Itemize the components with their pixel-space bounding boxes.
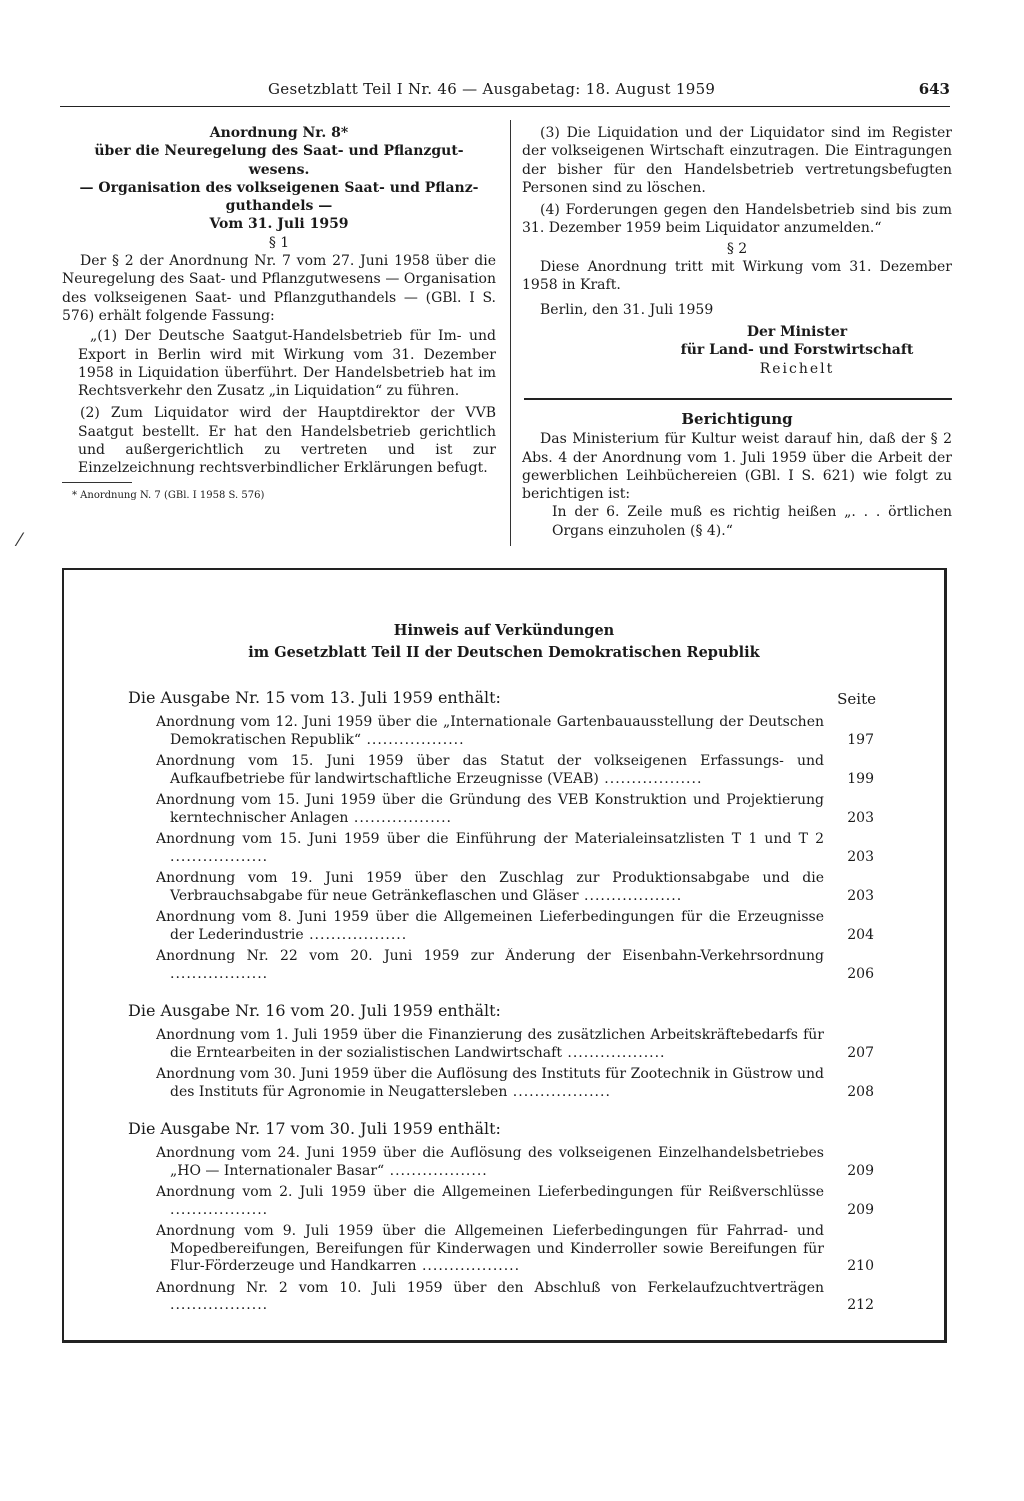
page-number: 643	[918, 80, 950, 98]
header-title: Gesetzblatt Teil I Nr. 46 — Ausgabetag: 18. August 1959	[268, 80, 716, 98]
right-column	[522, 124, 952, 378]
entry-page-number: 209	[847, 1162, 874, 1179]
entry-page-number: 203	[847, 848, 874, 865]
leader-dots: ..................	[170, 848, 269, 865]
entry-text: Anordnung vom 9. Juli 1959 über die Allgemeinen Lieferbedingungen für Fahrrad- und Mopedbereifungen, Bereifungen für Kinderwagen und Kinderroller sowie Bereifungen für Flur-Förderzeuge und Handkarren	[156, 1223, 824, 1274]
quoted-paragraph-2: (2) Zum Liquidator wird der Hauptdirektor der VVB Saatgut bestellt. Er hat den Handelsbetrieb gerichtlich und außergerichtlich zu vertreten und ist zur Einzelzeichnung rechtsverbindlicher Erklärungen befugt.	[78, 405, 496, 477]
signatory-name: Reichelt	[759, 360, 835, 377]
issue-heading-row	[128, 1119, 876, 1139]
leader-dots: ..................	[598, 770, 703, 787]
leader-dots: ..................	[170, 1201, 269, 1218]
issue-heading: Die Ausgabe Nr. 17 vom 30. Juli 1959 enthält:	[128, 1119, 501, 1138]
notice-title: Hinweis auf Verkündungen	[393, 622, 615, 639]
entry-page-number: 199	[847, 770, 874, 787]
issue-entry	[156, 1027, 874, 1062]
entry-page-number: 204	[847, 926, 874, 943]
quoted-paragraph-1: „(1) Der Deutsche Saatgut-Handelsbetrieb für Im- und Export in Berlin wird mit Wirkung vom 31. Dezember 1958 in Liquidation überführt. Der Handelsbetrieb hat im Rechtsverkehr den Zusatz „in Liquidation“ zu führen.	[78, 328, 496, 400]
entry-page-number: 207	[847, 1044, 874, 1061]
issue-entry	[156, 948, 874, 983]
entry-page-number: 206	[847, 965, 874, 982]
issue-entry	[156, 909, 874, 944]
issue-heading: Die Ausgabe Nr. 16 vom 20. Juli 1959 enthält:	[128, 1001, 501, 1020]
margin-mark: ⁄	[18, 530, 22, 551]
footnote: * Anordnung N. 7 (GBl. I 1958 S. 576)	[72, 489, 265, 501]
issue-entry	[156, 1280, 874, 1315]
entry-text: Anordnung vom 19. Juni 1959 über den Zuschlag zur Produktionsabgabe und die Verbrauchsabgabe für neue Getränkeflaschen und Gläser	[156, 870, 824, 904]
issue-entry	[156, 792, 874, 827]
issue-list	[64, 688, 944, 1315]
leader-dots: ..................	[507, 1083, 611, 1100]
ordinance-subtitle-1: über die Neuregelung des Saat- und Pflanzgut-	[94, 143, 464, 160]
entry-text: Anordnung vom 12. Juni 1959 über die „Internationale Gartenbauausstellung der Deutschen Demokratischen Republik“	[156, 714, 824, 748]
notice-subtitle: im Gesetzblatt Teil II der Deutschen Demokratischen Republik	[248, 644, 760, 661]
page-header	[60, 80, 950, 107]
ordinance-subtitle-4: guthandels —	[225, 198, 333, 215]
section-1-paragraph: Der § 2 der Anordnung Nr. 7 vom 27. Juni 1958 über die Neuregelung des Saat- und Pflanzgutwesens — Organisation des volkseigenen Saat- und Pflanzguthandels — (GBl. I S. 576) erhält folgende Fassung:	[62, 253, 496, 324]
ordinance-subtitle-2: wesens.	[248, 161, 310, 178]
entry-page-number: 212	[847, 1297, 874, 1313]
issue-entry	[156, 831, 874, 866]
section-2-heading: § 2	[726, 240, 748, 257]
entry-page-number: 203	[847, 887, 874, 904]
section-1-heading: § 1	[268, 234, 290, 251]
entry-text: Anordnung vom 15. Juni 1959 über die Einführung der Materialeinsatzlisten T 1 und T 2	[156, 831, 824, 847]
signatory-title: Der Minister	[746, 323, 848, 340]
entry-text: Anordnung vom 30. Juni 1959 über die Auflösung des Instituts für Zootechnik in Güstrow und des Instituts für Agronomie in Neugattersleben	[156, 1066, 824, 1100]
leader-dots: ..................	[348, 809, 452, 826]
entry-text: Anordnung vom 24. Juni 1959 über die Auflösung des volkseigenen Einzelhandelsbetriebes „HO — Internationaler Basar“	[156, 1145, 824, 1179]
issue-entry	[156, 714, 874, 749]
entry-page-number: 208	[847, 1083, 874, 1100]
ordinance-date: Vom 31. Juli 1959	[209, 216, 349, 233]
entry-text: Anordnung vom 8. Juni 1959 über die Allgemeinen Lieferbedingungen für die Erzeugnisse der Lederindustrie	[156, 909, 824, 943]
leader-dots: ..................	[361, 731, 465, 748]
issue-heading-row	[128, 688, 876, 708]
entry-page-number: 209	[847, 1201, 874, 1218]
page-column-label: Seite	[837, 690, 876, 708]
right-paragraph-4: (4) Forderungen gegen den Handelsbetrieb sind bis zum 31. Dezember 1959 beim Liquidator anzumelden.“	[522, 202, 952, 237]
issue-block	[64, 688, 944, 983]
correction-paragraph: Das Ministerium für Kultur weist darauf hin, daß der § 2 Abs. 4 der Anordnung vom 1. Juli 1959 über die Arbeit der gewerblichen Leihbüchereien (GBl. I S. 621) wie folgt zu berichtigen ist:	[522, 431, 952, 503]
leader-dots: ..................	[170, 1297, 269, 1313]
footnote-divider	[62, 482, 132, 483]
issue-heading: Die Ausgabe Nr. 15 vom 13. Juli 1959 enthält:	[128, 688, 501, 707]
entry-page-number: 210	[847, 1258, 874, 1274]
column-divider	[510, 120, 511, 546]
entry-page-number: 203	[847, 809, 874, 826]
entry-text: Anordnung vom 1. Juli 1959 über die Finanzierung des zusätzlichen Arbeitskräftebedarfs für die Erntearbeiten in der sozialistischen Landwirtschaft	[156, 1027, 824, 1061]
left-column	[62, 124, 496, 505]
entry-page-number: 197	[847, 731, 874, 748]
issue-entry	[156, 870, 874, 905]
issue-entry	[156, 1066, 874, 1101]
correction-heading: Berichtigung	[681, 410, 793, 428]
leader-dots: ..................	[170, 965, 269, 982]
signatory-ministry: für Land- und Forstwirtschaft	[680, 342, 914, 359]
issue-entry	[156, 753, 874, 788]
entry-text: Anordnung Nr. 22 vom 20. Juni 1959 zur Änderung der Eisenbahn-Verkehrsordnung	[156, 948, 824, 964]
leader-dots: ..................	[303, 926, 408, 943]
ordinance-title: Anordnung Nr. 8*	[209, 125, 349, 141]
leader-dots: ..................	[384, 1162, 488, 1179]
entry-text: Anordnung vom 2. Juli 1959 über die Allgemeinen Lieferbedingungen für Reißverschlüsse	[156, 1184, 824, 1200]
leader-dots: ..................	[561, 1044, 666, 1061]
entry-text: Anordnung vom 15. Juni 1959 über das Statut der volkseigenen Erfassungs- und Aufkaufbetriebe für landwirtschaftliche Erzeugnisse (VEAB)	[156, 753, 824, 787]
notice-box	[62, 568, 947, 1343]
entry-text: Anordnung vom 15. Juni 1959 über die Gründung des VEB Konstruktion und Projektierung kerntechnischer Anlagen	[156, 792, 824, 826]
ordinance-subtitle-3: — Organisation des volkseigenen Saat- und Pflanz-	[79, 179, 479, 196]
section-2-paragraph: Diese Anordnung tritt mit Wirkung vom 31. Dezember 1958 in Kraft.	[522, 259, 952, 294]
correction-quote: In der 6. Zeile muß es richtig heißen „. . . örtlichen Organs einzuholen (§ 4).“	[552, 504, 952, 539]
right-paragraph-3: (3) Die Liquidation und der Liquidator sind im Register der volkseigenen Wirtschaft einzutragen. Die Eintragungen der bisher für den Handelsbetrieb vertretungsbefugten Personen sind zu löschen.	[522, 125, 952, 196]
issue-heading-row	[128, 1001, 876, 1021]
entry-text: Anordnung Nr. 2 vom 10. Juli 1959 über den Abschluß von Ferkelaufzuchtverträgen	[156, 1279, 824, 1296]
issue-entry	[156, 1223, 874, 1276]
issue-block	[64, 1001, 944, 1101]
issue-entry	[156, 1184, 874, 1219]
issue-block	[64, 1119, 944, 1315]
correction-section	[522, 410, 952, 540]
section-divider	[524, 398, 952, 400]
leader-dots: ..................	[578, 887, 683, 904]
issue-entry	[156, 1145, 874, 1180]
place-and-date: Berlin, den 31. Juli 1959	[540, 301, 714, 318]
leader-dots: ..................	[416, 1258, 521, 1274]
